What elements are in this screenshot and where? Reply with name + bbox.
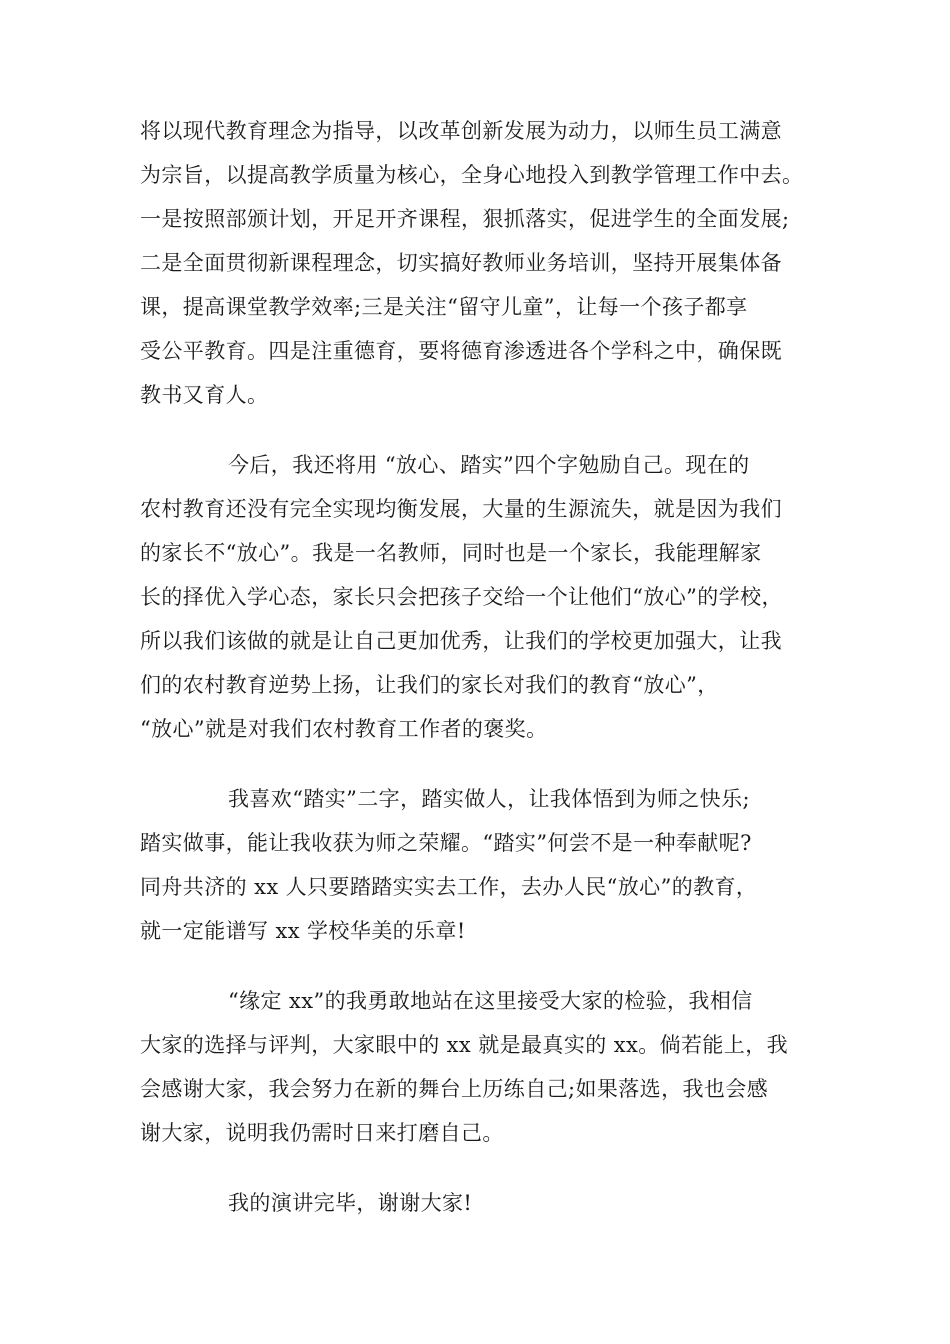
paragraph-1-line-7: 教书又育人。 xyxy=(140,383,269,407)
paragraph-2-line-2: 农村教育还没有完全实现均衡发展，大量的生源流失，就是因为我们 xyxy=(140,497,782,521)
paragraph-1-line-3: 一是按照部颁计划，开足开齐课程，狠抓落实，促进学生的全面发展; xyxy=(140,207,790,231)
paragraph-3-line-4: 就一定能谱写 xx 学校华美的乐章! xyxy=(140,919,466,943)
paragraph-4-line-4: 谢大家，说明我仍需时日来打磨自己。 xyxy=(140,1121,504,1145)
paragraph-3-line-2: 踏实做事，能让我收获为师之荣耀。“踏实”何尝不是一种奉献呢? xyxy=(140,831,752,855)
paragraph-2-line-7: “放心”就是对我们农村教育工作者的褒奖。 xyxy=(140,717,548,741)
paragraph-1-line-6: 受公平教育。四是注重德育，要将德育渗透进各个学科之中，确保既 xyxy=(140,339,782,363)
paragraph-4-line-2: 大家的选择与评判，大家眼中的 xx 就是最真实的 xx。倘若能上，我 xyxy=(140,1033,788,1057)
paragraph-4-line-3: 会感谢大家，我会努力在新的舞台上历练自己;如果落选，我也会感 xyxy=(140,1077,769,1101)
paragraph-1-line-2: 为宗旨，以提高教学质量为核心，全身心地投入到教学管理工作中去。 xyxy=(140,163,804,187)
paragraph-2-line-4: 长的择优入学心态，家长只会把孩子交给一个让他们“放心”的学校， xyxy=(140,585,783,609)
paragraph-1-line-5: 课，提高课堂教学效率;三是关注“留守儿童”，让每一个孩子都享 xyxy=(140,295,748,319)
paragraph-5-line-1: 我的演讲完毕，谢谢大家! xyxy=(228,1191,473,1215)
paragraph-2-line-1: 今后，我还将用 “放心、踏实”四个字勉励自己。现在的 xyxy=(228,453,750,477)
paragraph-1-line-1: 将以现代教育理念为指导，以改革创新发展为动力，以师生员工满意 xyxy=(140,119,782,143)
paragraph-3-line-1: 我喜欢“踏实”二字，踏实做人，让我体悟到为师之快乐; xyxy=(228,787,750,811)
paragraph-3-line-3: 同舟共济的 xx 人只要踏踏实实去工作，去办人民“放心”的教育， xyxy=(140,875,758,899)
paragraph-2-line-5: 所以我们该做的就是让自己更加优秀，让我们的学校更加强大，让我 xyxy=(140,629,782,653)
paragraph-2-line-3: 的家长不“放心”。我是一名教师，同时也是一个家长，我能理解家 xyxy=(140,541,762,565)
paragraph-2-line-6: 们的农村教育逆势上扬，让我们的家长对我们的教育“放心”， xyxy=(140,673,719,697)
paragraph-4-line-1: “缘定 xx”的我勇敢地站在这里接受大家的检验，我相信 xyxy=(228,989,753,1013)
paragraph-1-line-4: 二是全面贯彻新课程理念，切实搞好教师业务培训，坚持开展集体备 xyxy=(140,251,782,275)
